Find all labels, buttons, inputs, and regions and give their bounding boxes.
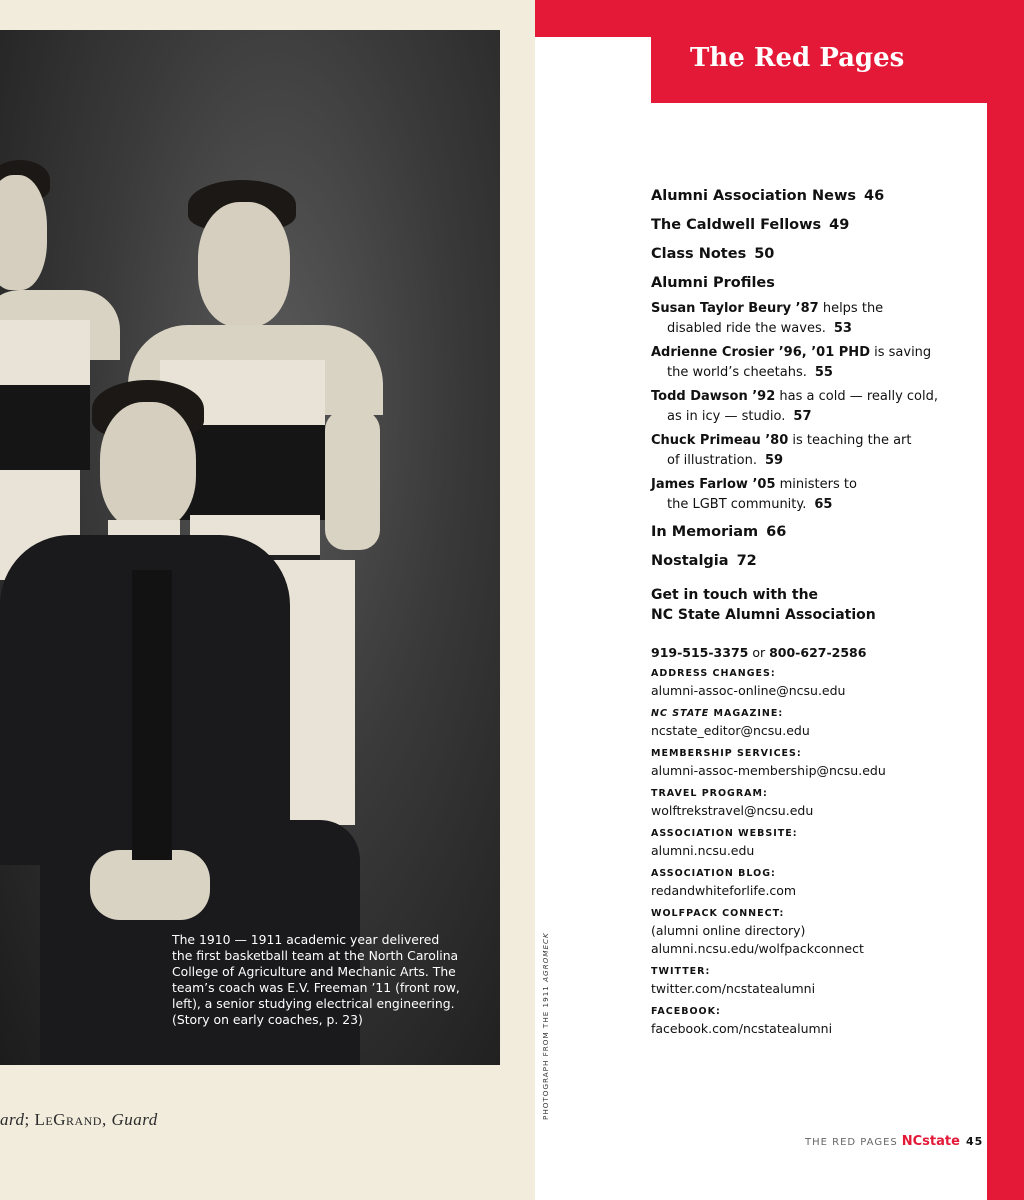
coach-hands (90, 850, 210, 920)
profile-page: 53 (833, 320, 852, 336)
page-number: 45 (965, 1135, 984, 1148)
profile-page: 55 (814, 364, 833, 380)
contact-link[interactable]: twitter.com/ncstatealumni (651, 981, 816, 996)
contact-heading (651, 585, 981, 625)
phone-number-1[interactable]: 919-515-3375 (651, 645, 749, 660)
contact-travel (651, 785, 981, 820)
profile-line-1 (651, 475, 981, 495)
contact-label: ASSOCIATION BLOG: (651, 868, 776, 879)
contact-magazine (651, 705, 981, 740)
toc-item-alumni-association-news[interactable] (651, 183, 981, 212)
contact-wolfpack-connect (651, 905, 981, 958)
profile-text: has a cold — really cold, (775, 389, 939, 404)
profile-text: is teaching the art (788, 433, 912, 448)
yearbook-caption-italic-2: Guard (111, 1110, 158, 1129)
contact-address-changes (651, 665, 981, 700)
toc-page: 72 (736, 553, 757, 569)
contact-blog (651, 865, 981, 900)
contact-label: MEMBERSHIP SERVICES: (651, 748, 802, 759)
profile-text: ministers to (775, 477, 857, 492)
photo-credit-source: AGROMECK (541, 932, 550, 982)
contact-email[interactable]: alumni-assoc-online@ncsu.edu (651, 683, 846, 698)
profile-name: Adrienne Crosier ’96, ’01 PHD (651, 345, 870, 360)
yearbook-caption-italic-1: ard (0, 1110, 25, 1129)
page-title: The Red Pages (690, 43, 905, 73)
profile-text-2: disabled ride the waves. (667, 320, 826, 336)
profile-text-2: the world’s cheetahs. (667, 364, 807, 380)
toc-heading-alumni-profiles: Alumni Profiles (651, 275, 775, 291)
contact-label: WOLFPACK CONNECT: (651, 908, 785, 919)
contact-email[interactable]: ncstate_editor@ncsu.edu (651, 723, 810, 738)
contact-label: FACEBOOK: (651, 1006, 721, 1017)
toc-label: The Caldwell Fellows (651, 217, 822, 233)
profile-entry[interactable] (651, 387, 981, 426)
phone-or: or (748, 645, 770, 660)
player-right-arm (325, 410, 380, 550)
player-right-band (175, 425, 325, 520)
team-photograph (0, 30, 500, 1065)
footer-section: THE RED PAGES (805, 1137, 898, 1148)
profile-text-2: of illustration. (667, 452, 757, 468)
contact-heading-line-2: NC State Alumni Association (651, 607, 876, 623)
toc-item-caldwell-fellows[interactable] (651, 212, 981, 241)
toc-item-class-notes[interactable] (651, 241, 981, 270)
contact-link[interactable]: alumni.ncsu.edu/wolfpackconnect (651, 941, 864, 956)
photo-caption: The 1910 — 1911 academic year delivered the first basketball team at the North Carolina College of Agriculture and Mechanic Arts. The team’s coach was E.V. Freeman ’11 (front row, left), a senior studying electrical engineering. (Story on early coaches, p. 23) (172, 932, 460, 1027)
toc-page: 49 (829, 217, 850, 233)
profile-line-1 (651, 431, 981, 451)
contact-label: TRAVEL PROGRAM: (651, 788, 768, 799)
toc-label: Alumni Association News (651, 188, 856, 204)
player-left-band (0, 385, 90, 470)
profile-text-2: as in icy — studio. (667, 408, 786, 424)
contact-label: TWITTER: (651, 966, 711, 977)
contact-heading-line-1: Get in touch with the (651, 587, 819, 603)
red-top-bar (535, 0, 1024, 37)
contact-website (651, 825, 981, 860)
toc-label: Nostalgia (651, 553, 729, 569)
contact-label-rest: MAGAZINE: (709, 708, 784, 719)
contact-label: ASSOCIATION WEBSITE: (651, 828, 798, 839)
profile-line-2 (651, 363, 981, 383)
contact-label-italic: NC STATE (651, 708, 710, 719)
profile-text: helps the (818, 301, 884, 316)
profile-line-1 (651, 343, 981, 363)
yearbook-caption-sep2: , (101, 1110, 112, 1129)
photo-credit (541, 932, 550, 1120)
profile-page: 57 (793, 408, 812, 424)
profile-page: 59 (764, 452, 784, 468)
contact-link[interactable]: alumni.ncsu.edu (651, 843, 755, 858)
profile-line-1 (651, 387, 981, 407)
profile-line-1 (651, 299, 981, 319)
yearbook-caption-line (0, 1110, 300, 1130)
profile-line-2 (651, 451, 981, 471)
profile-name: Susan Taylor Beury ’87 (651, 301, 819, 316)
contact-membership (651, 745, 981, 780)
profile-line-2 (651, 407, 981, 427)
toc-item-nostalgia[interactable] (651, 548, 981, 577)
profile-entry[interactable] (651, 343, 981, 382)
contact-facebook (651, 1003, 981, 1038)
profile-text: is saving (869, 345, 932, 360)
coach-head (100, 402, 196, 530)
photo-credit-prefix: PHOTOGRAPH FROM THE 1911 (541, 981, 550, 1120)
profile-entry[interactable] (651, 299, 981, 338)
toc-page: 66 (766, 524, 787, 540)
contact-link[interactable]: redandwhiteforlife.com (651, 883, 797, 898)
profile-text-2: the LGBT community. (667, 496, 807, 512)
profile-entry[interactable] (651, 475, 981, 514)
profile-page: 65 (814, 496, 833, 512)
yearbook-caption-name: LeGrand (34, 1110, 102, 1129)
player-right-head (198, 202, 290, 327)
player-left-head (0, 175, 47, 290)
contact-email[interactable]: wolftrekstravel@ncsu.edu (651, 803, 814, 818)
contact-label: ADDRESS CHANGES: (651, 668, 776, 679)
toc-page: 46 (864, 188, 885, 204)
player-left-jersey (0, 320, 90, 390)
phone-numbers (651, 643, 981, 663)
ncstate-logo: NCstate (901, 1134, 960, 1149)
profile-line-2 (651, 495, 981, 515)
coach-lapel-shadow (132, 570, 172, 860)
phone-number-2[interactable]: 800-627-2586 (769, 645, 867, 660)
profile-line-2 (651, 319, 981, 339)
toc-item-in-memoriam[interactable] (651, 519, 981, 548)
page-footer (805, 1134, 983, 1149)
profile-name: James Farlow ’05 (651, 477, 776, 492)
toc-page: 50 (754, 246, 775, 262)
contact-twitter (651, 963, 981, 998)
toc-label: Class Notes (651, 246, 747, 262)
table-of-contents (651, 183, 981, 1043)
red-right-bar (987, 0, 1024, 1200)
contact-link[interactable]: facebook.com/ncstatealumni (651, 1021, 833, 1036)
contact-email[interactable]: alumni-assoc-membership@ncsu.edu (651, 763, 886, 778)
profile-name: Chuck Primeau ’80 (651, 433, 789, 448)
profile-entry[interactable] (651, 431, 981, 470)
toc-label: In Memoriam (651, 524, 759, 540)
contact-label (651, 705, 981, 722)
yearbook-caption-sep: ; (24, 1110, 35, 1129)
profile-name: Todd Dawson ’92 (651, 389, 776, 404)
contact-note: (alumni online directory) (651, 923, 806, 938)
